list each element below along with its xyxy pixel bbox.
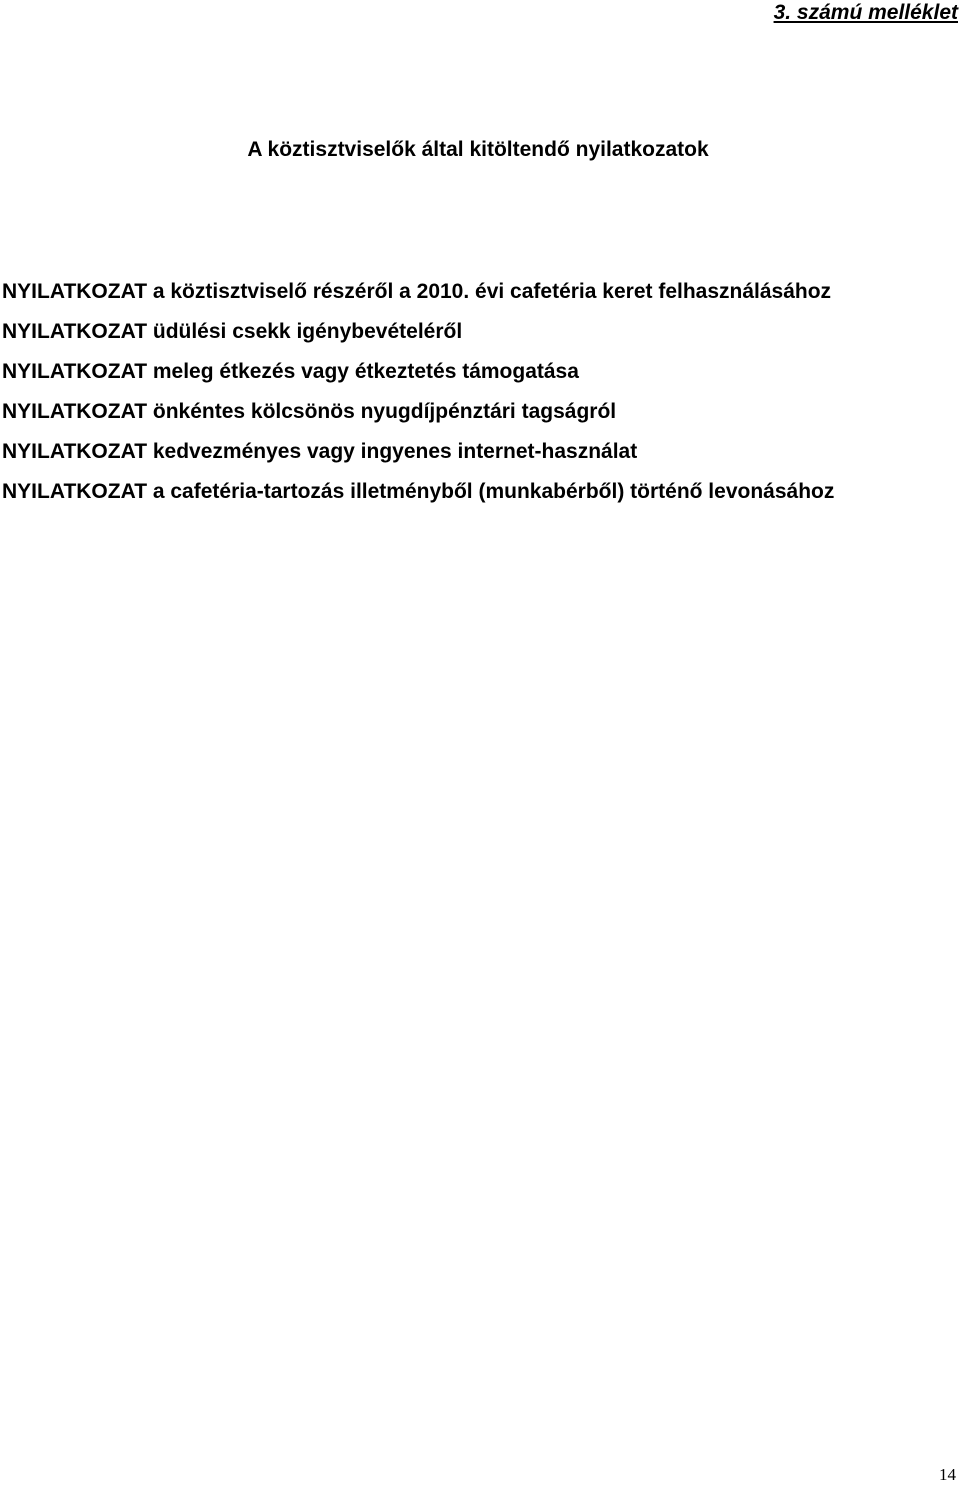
document-title: A köztisztviselők által kitöltendő nyilatkozatok <box>247 138 709 161</box>
declaration-item-meal-support: NYILATKOZAT meleg étkezés vagy étkeztetés támogatása <box>2 360 579 383</box>
annex-label: 3. számú melléklet <box>773 1 958 24</box>
declaration-item-salary-deduction: NYILATKOZAT a cafetéria-tartozás illetményből (munkabérből) történő levonásához <box>2 480 835 503</box>
declaration-item-cafeteria-budget: NYILATKOZAT a köztisztviselő részéről a 2010. évi cafetéria keret felhasználásához <box>2 280 832 303</box>
declaration-item-holiday-voucher: NYILATKOZAT üdülési csekk igénybevételéről <box>2 320 463 343</box>
declaration-item-internet-use: NYILATKOZAT kedvezményes vagy ingyenes internet-használat <box>2 440 638 463</box>
page-number: 14 <box>939 1465 956 1484</box>
declaration-list <box>0 272 958 512</box>
declaration-item-pension-fund: NYILATKOZAT önkéntes kölcsönös nyugdíjpénztári tagságról <box>2 400 617 423</box>
